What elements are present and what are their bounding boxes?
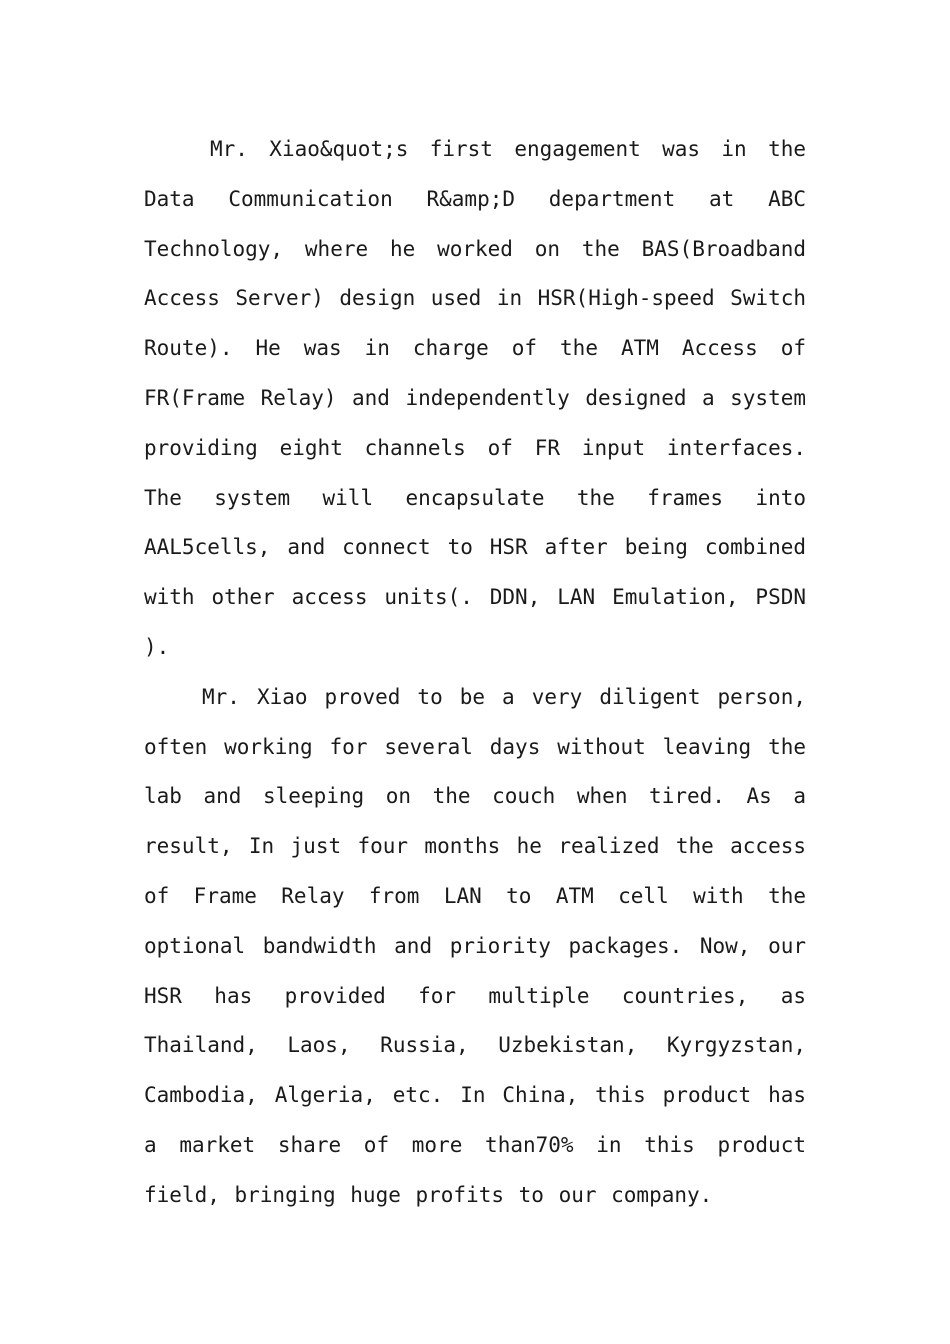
body-text — [144, 125, 806, 1221]
paragraph-diligence: Mr. Xiao proved to be a very diligent person, often working for several days without leaving the lab and sleeping on the couch when tired. As a result, In just four months he realized the access of Frame Relay from LAN to ATM cell with the optional bandwidth and priority packages. Now, our HSR has provided for multiple countries, as Thailand, Laos, Russia, Uzbekistan, Kyrgyzstan, Cambodia, Algeria, etc. In China, this product has a market share of more than70% in this product field, bringing huge profits to our company. — [144, 684, 806, 1207]
paragraph-engagement: Mr. Xiao&quot;s first engagement was in the Data Communication R&amp;D department at ABC Technology, where he worked on the BAS(Broadband Access Server) design used in HSR(High-speed Switch Route). He was in charge of the ATM Access of FR(Frame Relay) and independently designed a system providing eight channels of FR input interfaces. The system will encapsulate the frames into AAL5cells, and connect to HSR after being combined with other access units(. DDN, LAN Emulation, PSDN ). — [144, 137, 806, 659]
